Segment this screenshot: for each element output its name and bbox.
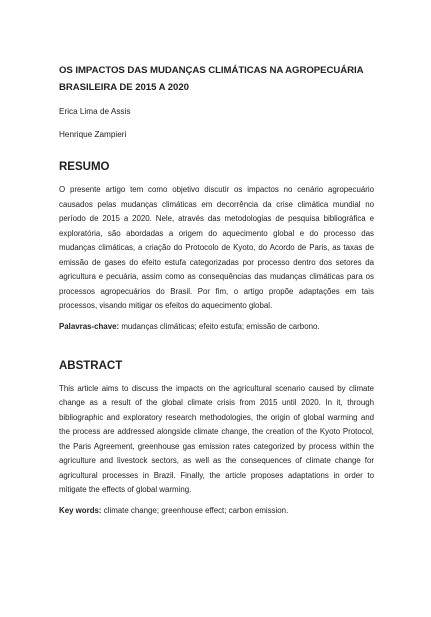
paper-page [59, 62, 374, 517]
abstract-heading: ABSTRACT [59, 359, 123, 372]
resumo-keywords-list: mudanças climáticas; efeito estufa; emissão de carbono. [121, 321, 320, 331]
resumo-keywords [59, 321, 374, 333]
abstract-keywords [59, 505, 374, 517]
resumo-keywords-label: Palavras-chave: [59, 321, 120, 331]
author-name: Erica Lima de Assis [59, 107, 131, 116]
abstract-keywords-list: climate change; greenhouse effect; carbon emission. [103, 505, 289, 515]
author-name: Henrique Zampieri [59, 130, 127, 139]
paper-title: OS IMPACTOS DAS MUDANÇAS CLIMÁTICAS NA AGROPECUÁRIA BRASILEIRA DE 2015 A 2020 [59, 65, 364, 93]
abstract-text: This article aims to discuss the impacts on the agricultural scenario caused by climate change as a result of the global climate crisis from 2015 until 2020. In it, through bibliographic and exploratory research methodologies, the origin of global warming and the process are addressed alongside climate change, the creation of the Kyoto Protocol, the Paris Agreement, greenhouse gas emission rates categorized by process within the agriculture and livestock sectors, as well as the consequences of climate change for agricultural processes in Brazil. Finally, the article proposes adaptations in order to mitigate the effects of global warming. [59, 383, 374, 494]
abstract-keywords-label: Key words: [59, 505, 102, 515]
resumo-text: O presente artigo tem como objetivo discutir os impactos no cenário agropecuário causados pelas mudanças climáticas em decorrência da crise climática mundial no período de 2015 a 2020. Nele, através das metodologias de pesquisa bibliográfica e exploratória, são abordadas a origem do aquecimento global e do processo das mudanças climáticas, a criação do Protocolo de Kyoto, do Acordo de Paris, as taxas de emissão de gases do efeito estufa categorizadas por processo dentro dos setores da agricultura e pecuária, assim como as consequências das mudanças climáticas para os processos agropecuários do Brasil. Por fim, o artigo propõe adaptações em tais processos, visando mitigar os efeitos do aquecimento global. [59, 185, 374, 310]
resumo-heading: RESUMO [59, 161, 110, 173]
